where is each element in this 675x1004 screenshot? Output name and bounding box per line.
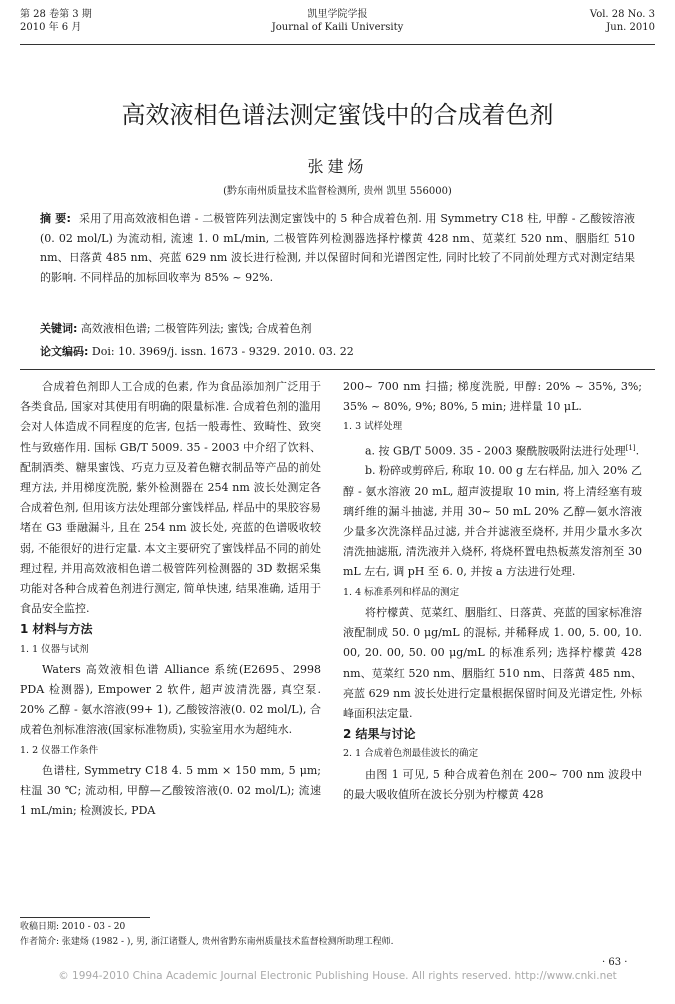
abstract-label: 摘 要: bbox=[40, 212, 71, 225]
article-title: 高效液相色谱法测定蜜饯中的合成着色剂 bbox=[121, 101, 554, 129]
paragraph-2-1: 由图 1 可见, 5 种合成着色剂在 200~ 700 nm 波段中的最大吸收值所在波长分别为柠檬黄 428 bbox=[343, 767, 642, 801]
keywords-label: 关键词: bbox=[40, 322, 78, 335]
paragraph-1-1: Waters 高效液相色谱 Alliance 系统(E2695、2998 PDA 检测器), Empower 2 软件, 超声波清洗器, 真空泵. 20% 乙醇 - 氨水溶液(99+ 1), 乙酸铵溶液(0. 02 mol/L), 合成着色剂标准溶液(国家标准物质), 实验室用水为超纯水. bbox=[20, 662, 321, 737]
author-bio: 作者简介: 张建炀 (1982 - ), 男, 浙江诸暨人, 贵州省黔东南州质量技术监督检测所助理工程师. bbox=[20, 937, 394, 947]
doi-label: 论文编码: bbox=[40, 345, 89, 358]
running-head-center bbox=[20, 8, 655, 34]
section-heading-1: 1 材料与方法 bbox=[20, 622, 93, 637]
journal-name-en: Journal of Kaili University bbox=[271, 22, 404, 33]
subsection-heading-1-2: 1. 2 仪器工作条件 bbox=[20, 744, 99, 756]
header-rule bbox=[20, 44, 655, 45]
running-head bbox=[20, 8, 655, 44]
section-heading-2: 2 结果与讨论 bbox=[343, 727, 416, 742]
doi-text: Doi: 10. 3969/j. issn. 1673 - 9329. 2010. 03. 22 bbox=[91, 345, 354, 358]
paragraph-1-2-continued: 200~ 700 nm 扫描; 梯度洗脱, 甲醇: 20% ~ 35%, 3%; 35% ~ 80%, 9%; 80%, 5 min; 进样量 10 μL. bbox=[343, 380, 642, 414]
subsection-heading-1-4: 1. 4 标准系列和样品的测定 bbox=[343, 586, 460, 598]
keywords bbox=[40, 320, 635, 338]
doi-line bbox=[40, 343, 635, 361]
keywords-text: 高效液相色谱; 二极管阵列法; 蜜饯; 合成着色剂 bbox=[80, 322, 312, 335]
abstract-text: 采用了用高效液相色谱 - 二极管阵列法测定蜜饯中的 5 种合成着色剂. 用 Symmetry C18 柱, 甲醇 - 乙酸铵溶液(0. 02 mol/L) 为流动相, 流速 1. 0 mL/min, 二极管阵列检测器选择柠檬黄 428 nm、苋菜红 520 nm、胭脂红 510 nm、日落黄 485 nm、亮蓝 629 nm 波长进行检测, 并以保留时间和光谱图定性, 同时比较了不同前处理方式对测定结果的影响. 不同样品的加标回收率为 85% ~ 92%. bbox=[40, 212, 635, 284]
right-column bbox=[343, 377, 642, 805]
paragraph-1-2: 色谱柱, Symmetry C18 4. 5 mm × 150 mm, 5 μm; 柱温 30 ℃; 流动相, 甲醇—乙酸铵溶液(0. 02 mol/L); 流速 1 mL/min; 检测波长, PDA bbox=[20, 763, 321, 818]
subsection-heading-1-1: 1. 1 仪器与试剂 bbox=[20, 643, 89, 655]
volume-cn: 第 28 卷第 3 期 bbox=[20, 9, 92, 20]
page-number: · 63 · bbox=[602, 957, 628, 968]
date-en: Jun. 2010 bbox=[606, 22, 655, 33]
footnotes bbox=[20, 920, 655, 950]
author-affiliation: (黔东南州质量技术监督检测所, 贵州 凯里 556000) bbox=[223, 186, 452, 197]
paragraph-1-3-a bbox=[343, 438, 642, 462]
paragraph-1-3-a-text: a. 按 GB/T 5009. 35 - 2003 聚酰胺吸附法进行处理 bbox=[365, 444, 626, 458]
intro-paragraph: 合成着色剂即人工合成的色素, 作为食品添加剂广泛用于各类食品, 国家对其使用有明确的限量标准. 合成着色剂的滥用会对人体造成不同程度的危害, 包括一般毒性、致畸性、致突性与致癌作用. 国标 GB/T 5009. 35 - 2003 中介绍了饮料、配制酒类、糖果蜜饯、巧克力豆及着色糖衣制品等产品的前处理方法, 并用梯度洗脱, 紫外检测器在 254 nm 波长处测定各合成着色剂, 但用该方法处理部分蜜饯样品, 样品中的果胶容易堵在 G3 垂融漏斗, 且在 254 nm 波长处, 亮蓝的色谱吸收较弱, 不能很好的进行定量. 本文主要研究了蜜饯样品不同的前处理过程, 并用高效液相色谱二极管阵列检测器的 3D 数据采集功能对各种合成着色剂进行测定, 简单快速, 结果准确, 适用于食品安全监控. bbox=[20, 380, 321, 616]
left-column bbox=[20, 377, 321, 821]
subsection-heading-1-3: 1. 3 试样处理 bbox=[343, 421, 403, 433]
volume-en: Vol. 28 No. 3 bbox=[589, 9, 655, 20]
author-name: 张建炀 bbox=[307, 157, 368, 176]
journal-name-cn: 凯里学院学报 bbox=[307, 9, 368, 20]
copyright-notice: © 1994-2010 China Academic Journal Electronic Publishing House. All rights reserved. http://www.cnki.net bbox=[58, 970, 617, 982]
paragraph-1-3-b: b. 粉碎或剪碎后, 称取 10. 00 g 左右样品, 加入 20% 乙醇 - 氨水溶液 20 mL, 超声波提取 10 min, 将上清经塞有玻璃纤维的漏斗抽滤, 并用 30~ 50 mL 20% 乙醇—氨水溶液少量多次洗涤样品过滤, 并合并滤液至烧杯, 并用少量水多次清洗抽滤瓶, 清洗液并入烧杯, 将烧杯置电热板蒸发溶剂至 30 mL 左右, 调 pH 至 6. 0, 并按 a 方法进行处理. bbox=[343, 464, 642, 579]
date-cn: 2010 年 6 月 bbox=[20, 22, 82, 33]
citation-reference: [1] bbox=[625, 443, 636, 452]
abstract-rule bbox=[20, 369, 655, 370]
footnote-rule bbox=[20, 917, 150, 918]
running-head-right bbox=[590, 8, 655, 34]
paragraph-1-4: 将柠檬黄、苋菜红、胭脂红、日落黄、亮蓝的国家标准溶液配制成 50. 0 μg/mL 的混标, 并稀释成 1. 00, 5. 00, 10. 00, 20. 00, 50. 00 μg/mL 的标准系列; 选择柠檬黄 428 nm、苋菜红 520 nm、胭脂红 510 nm、日落黄 485 nm、亮蓝 629 nm 波长处进行定量根据保留时间及光谱定性, 外标峰面积法定量. bbox=[343, 605, 642, 720]
paragraph-1-3-a-end: . bbox=[635, 444, 640, 458]
abstract bbox=[40, 209, 635, 287]
received-date: 收稿日期: 2010 - 03 - 20 bbox=[20, 922, 126, 932]
subsection-heading-2-1: 2. 1 合成着色剂最佳波长的确定 bbox=[343, 748, 479, 760]
